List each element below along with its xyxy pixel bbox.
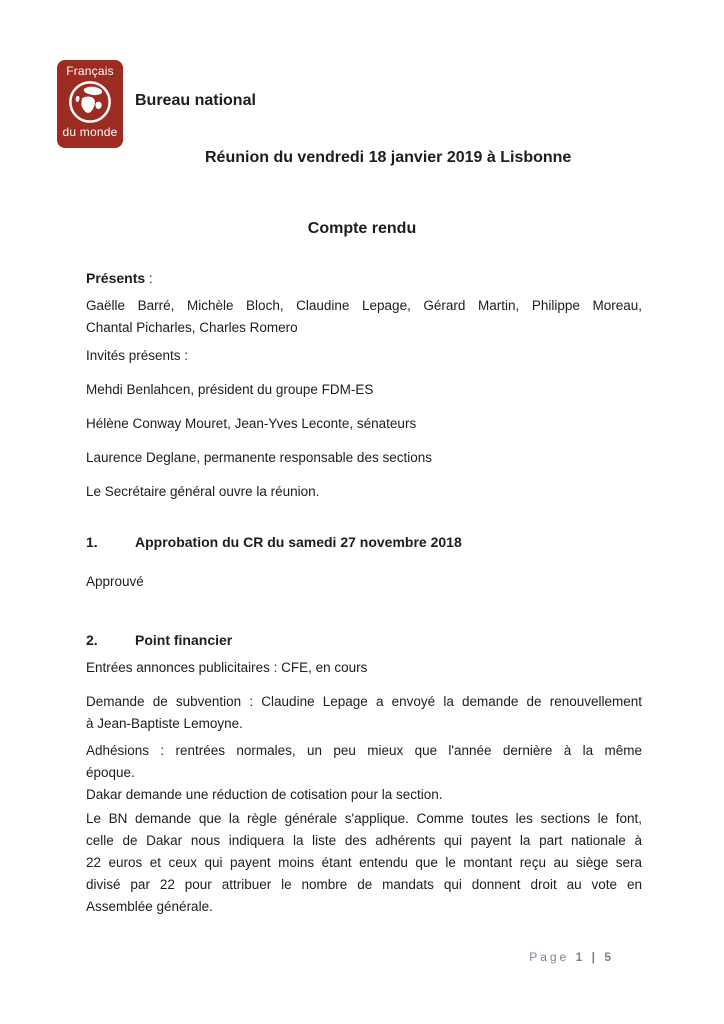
section-1-heading (86, 531, 642, 553)
text-line: celle de Dakar nous indiquera la liste des adhérents qui payent la part nationale à (86, 833, 642, 848)
document-body (86, 267, 642, 918)
page-number-footer (529, 950, 614, 964)
presents-names (86, 295, 642, 339)
text-line: Mehdi Benlahcen, président du groupe FDM-ES (86, 382, 374, 397)
text-line: divisé par 22 pour attribuer le nombre de mandats qui donnent droit au vote en (86, 877, 642, 892)
text-line: Chantal Picharles, Charles Romero (86, 320, 298, 335)
section-2-title: Point financier (135, 632, 233, 648)
org-title: Bureau national (135, 92, 256, 109)
text-line: Adhésions : rentrées normales, un peu mieux que l'année dernière à la même (86, 743, 642, 758)
logo-text-bottom: du monde (62, 125, 118, 139)
text-line: Hélène Conway Mouret, Jean-Yves Leconte, sénateurs (86, 416, 417, 431)
text-line: à Jean-Baptiste Lemoyne. (86, 716, 243, 731)
page-label: Page (529, 950, 570, 964)
francais-du-monde-logo (57, 60, 123, 148)
page-separator: | (591, 950, 598, 964)
document-title: Compte rendu (307, 220, 417, 237)
section-2-paragraph-subvention (86, 691, 642, 735)
text-line: Entrées annonces publicitaires : CFE, en cours (86, 660, 368, 675)
text-line: Le BN demande que la règle générale s'applique. Comme toutes les sections le font, (86, 811, 642, 826)
presents-colon: : (145, 271, 153, 286)
text-line: époque. (86, 765, 135, 780)
invitee-guest-3 (86, 447, 642, 469)
page-current: 1 (575, 950, 586, 964)
section-2-paragraph-dakar (86, 784, 642, 806)
section-2-number: 2. (86, 632, 98, 648)
invitee-guest-2 (86, 413, 642, 435)
invitee-guest-1 (86, 379, 642, 401)
text-line: Demande de subvention : Claudine Lepage a envoyé la demande de renouvellement (86, 694, 642, 709)
text-line: Le Secrétaire général ouvre la réunion. (86, 484, 320, 499)
section-1-paragraph (86, 571, 642, 593)
opening-statement (86, 481, 642, 503)
section-2-paragraph-entrees (86, 657, 642, 679)
page-total: 5 (604, 950, 614, 964)
text-line: 22 euros et ceux qui payent moins étant entendu que le montant reçu au siège sera (86, 855, 642, 870)
text-line: Invités présents : (86, 348, 189, 363)
section-1-number: 1. (86, 534, 98, 550)
section-2-paragraph-bn-rule (86, 808, 642, 918)
logo-text-top: Français (66, 64, 114, 78)
meeting-title: Réunion du vendredi 18 janvier 2019 à Lisbonne (205, 149, 572, 166)
section-2-heading (86, 629, 642, 651)
text-line: Assemblée générale. (86, 899, 213, 914)
text-line: Laurence Deglane, permanente responsable des sections (86, 450, 432, 465)
text-line: Dakar demande une réduction de cotisation pour la section. (86, 787, 443, 802)
invitees-heading (86, 345, 642, 367)
text-line: Gaëlle Barré, Michèle Bloch, Claudine Lepage, Gérard Martin, Philippe Moreau, (86, 298, 642, 313)
globe-icon (67, 79, 113, 125)
section-1-title: Approbation du CR du samedi 27 novembre 2018 (135, 534, 462, 550)
section-2-paragraph-adhesions (86, 740, 642, 784)
text-line: Approuvé (86, 574, 144, 589)
presents-label: Présents (86, 270, 146, 286)
presents-heading (86, 267, 642, 290)
